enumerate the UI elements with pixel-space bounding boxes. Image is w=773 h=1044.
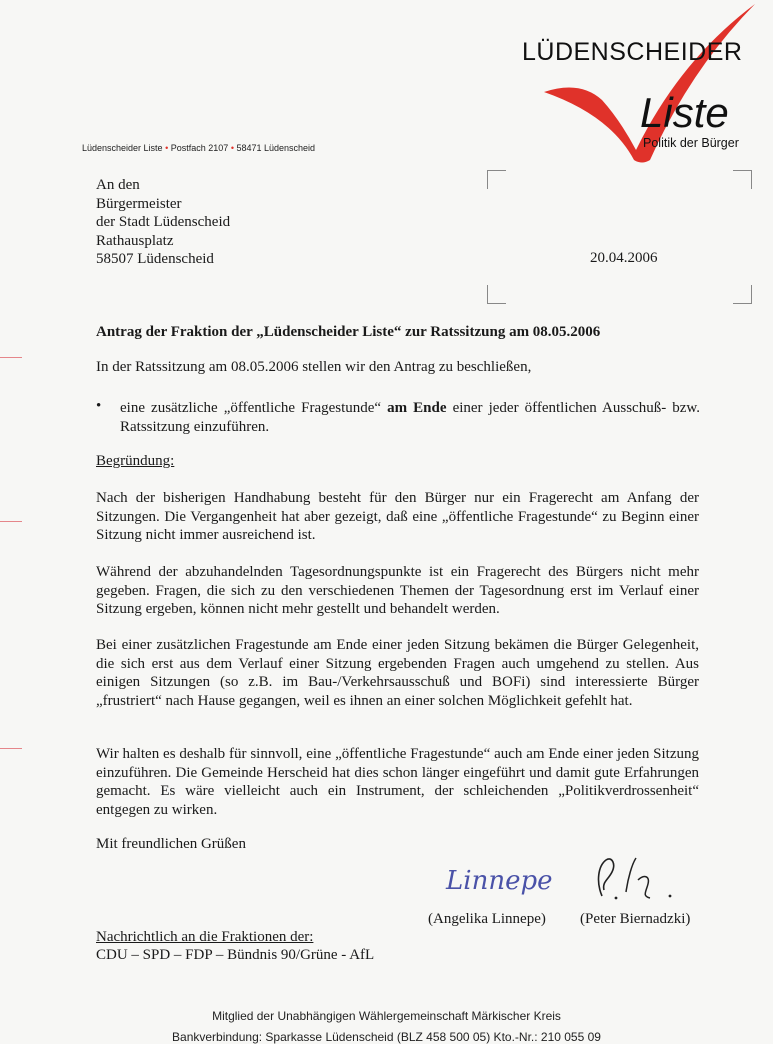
sender-postbox: Postfach 2107 bbox=[170, 143, 229, 153]
bullet-icon: • bbox=[96, 398, 102, 414]
paragraph: Während der abzuhandelnden Tagesordnungspunkte ist ein Fragerecht des Bürgers nicht mehr gegeben. Fragen, die sich zu den verschiedenen Themen der Tagesordnung erst im Verlauf einer Sitzung ergeben, können nicht mehr gestellt und behandelt werden. bbox=[96, 564, 699, 617]
paragraph: Nach der bisherigen Handhabung besteht für den Bürger nur ein Fragerecht am Anfang der Sitzungen. Die Vergangenheit hat aber gezeigt, daß eine „öffentliche Fragestunde“ zu Beginn einer Sitzung nicht immer ausreichend ist. bbox=[96, 490, 699, 543]
address-line: 58507 Lüdenscheid bbox=[96, 251, 214, 267]
fold-mark bbox=[0, 357, 22, 358]
separator-dot: • bbox=[165, 143, 169, 153]
signatory-name: (Angelika Linnepe) bbox=[428, 911, 546, 927]
corner-mark bbox=[487, 285, 506, 304]
address-line: An den bbox=[96, 177, 140, 193]
address-line: der Stadt Lüdenscheid bbox=[96, 214, 231, 230]
fold-mark bbox=[0, 748, 22, 749]
reason-heading: Begründung: bbox=[96, 453, 175, 469]
address-line: Bürgermeister bbox=[96, 195, 182, 212]
separator-dot: • bbox=[230, 143, 234, 153]
corner-mark bbox=[733, 170, 752, 189]
signature-linnepe: Linnepe bbox=[446, 866, 553, 896]
bullet-text-after: einer jeder öffentlichen Ausschuß- bzw. Ratssitzung einzuführen. bbox=[120, 400, 700, 435]
bullet-item bbox=[120, 399, 700, 436]
intro-text: In der Ratssitzung am 08.05.2006 stellen wir den Antrag zu beschließen, bbox=[96, 359, 532, 375]
footer-bank: Bankverbindung: Sparkasse Lüdenscheid (BLZ 458 500 05) Kto.-Nr.: 210 055 09 bbox=[172, 1030, 601, 1044]
recipient-address bbox=[96, 176, 230, 269]
bullet-text-bold: am Ende bbox=[387, 400, 447, 416]
corner-mark bbox=[487, 170, 506, 189]
corner-mark bbox=[733, 285, 752, 304]
letter-subject: Antrag der Fraktion der „Lüdenscheider Liste“ zur Ratssitzung am 08.05.2006 bbox=[96, 324, 601, 340]
org-name: LÜDENSCHEIDER bbox=[522, 38, 743, 66]
sender-name: Lüdenscheider Liste bbox=[82, 143, 163, 153]
cc-list: CDU – SPD – FDP – Bündnis 90/Grüne - AfL bbox=[96, 947, 375, 963]
logo-word: Liste bbox=[640, 89, 729, 136]
address-line: Rathausplatz bbox=[96, 232, 174, 249]
paragraph: Wir halten es deshalb für sinnvoll, eine „öffentliche Fragestunde“ auch am Ende einer jeden Sitzung einzuführen. Die Gemeinde Herscheid hat dies schon länger eingeführt und damit gute Erfahrungen gemacht. Es wäre vielleicht auch ein Instrument, der schleichenden „Politikverdrossenheit“ entgegen zu wirken. bbox=[96, 746, 699, 818]
sender-line bbox=[82, 143, 315, 153]
fold-mark bbox=[0, 521, 22, 522]
footer-membership: Mitglied der Unabhängigen Wählergemeinschaft Märkischer Kreis bbox=[212, 1009, 561, 1023]
letter-date: 20.04.2006 bbox=[590, 250, 658, 266]
slogan: Politik der Bürger bbox=[643, 136, 739, 150]
signature-biernadzki-icon bbox=[588, 852, 688, 907]
bullet-text-before: eine zusätzliche „öffentliche Fragestunde“ bbox=[120, 400, 382, 416]
signatory-name: (Peter Biernadzki) bbox=[580, 911, 691, 927]
sender-city: 58471 Lüdenscheid bbox=[236, 143, 316, 153]
cc-heading: Nachrichtlich an die Fraktionen der: bbox=[96, 929, 314, 945]
paragraph: Bei einer zusätzlichen Fragestunde am Ende einer jeden Sitzung bekämen die Bürger Gelegenheit, die sich erst aus dem Verlauf einer Sitzung ergebenden Fragen auch umgehend zu stellen. Aus einigen Sitzungen (so z.B. im Bau-/Verkehrsausschuß und BOFi) sind interessierte Bürger „frustriert“ nach Hause gegangen, weil es ihnen an einer solchen Möglichkeit gefehlt hat. bbox=[96, 637, 699, 709]
closing: Mit freundlichen Grüßen bbox=[96, 836, 246, 852]
